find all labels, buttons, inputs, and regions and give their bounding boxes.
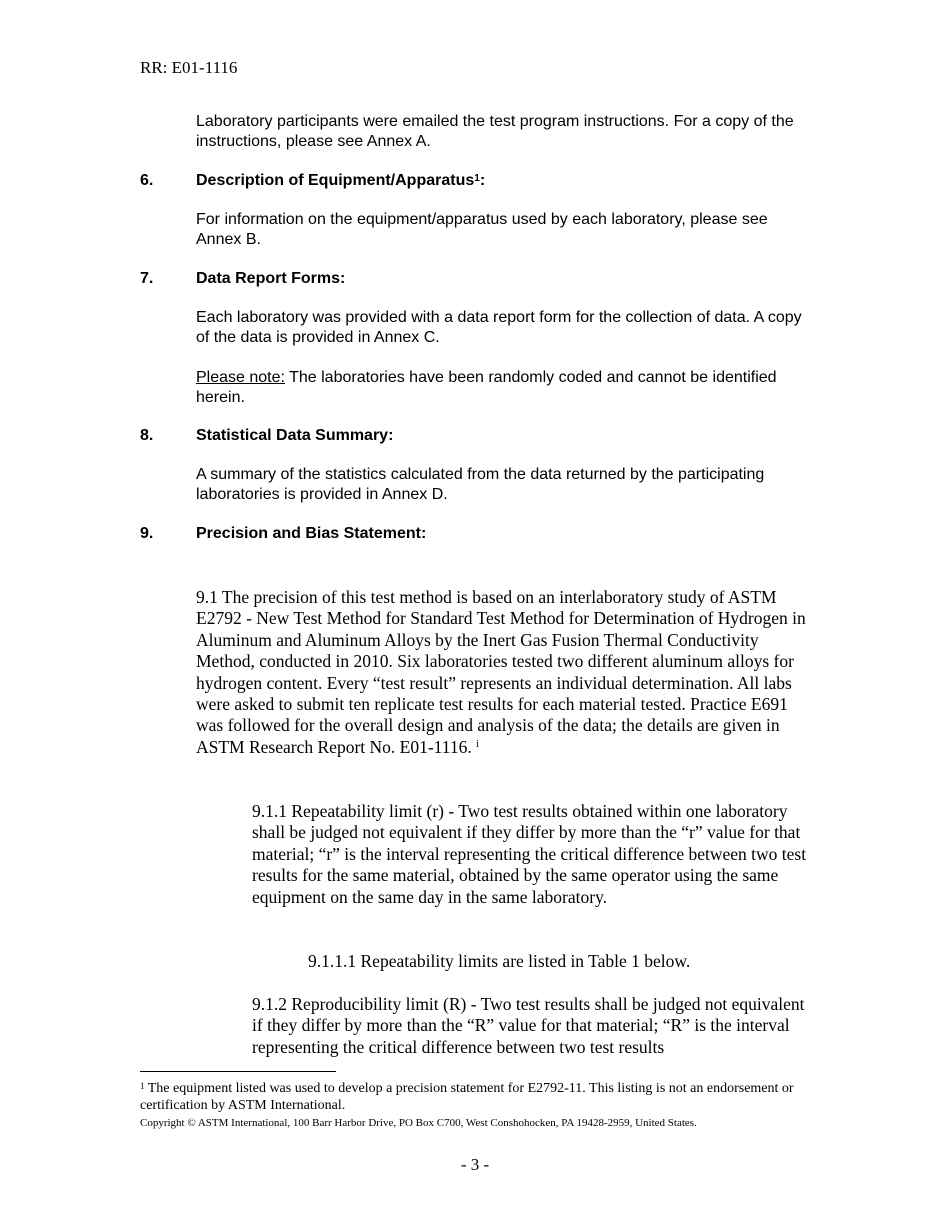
- section-7-body: Each laboratory was provided with a data report form for the collection of data. A copy of the data is provided in Annex C.: [196, 309, 802, 346]
- section-6-body: For information on the equipment/apparatus used by each laboratory, please see Annex B.: [196, 211, 768, 248]
- endnote-reference: i: [476, 738, 479, 750]
- section-number: 9.: [140, 525, 154, 542]
- page-number: - 3 -: [460, 1155, 490, 1174]
- footnote: [140, 1080, 800, 1114]
- section-number: 6.: [140, 172, 154, 189]
- section-title: Statistical Data Summary:: [196, 427, 394, 444]
- footnote-reference: 1: [474, 173, 480, 184]
- section-number: 7.: [140, 270, 154, 287]
- footnote-text: The equipment listed was used to develop a precision statement for E2792-11. This listing is not an endorsement or certification by ASTM International.: [140, 1081, 794, 1113]
- section-8-body: A summary of the statistics calculated from the data returned by the participating laboratories is provided in Annex D.: [196, 466, 765, 503]
- note-label: Please note:: [196, 369, 285, 386]
- section-title: Description of Equipment/Apparatus$^1$:: [196, 172, 486, 189]
- intro-paragraph: Laboratory participants were emailed the test program instructions. For a copy of the instructions, please see Annex A.: [196, 113, 794, 150]
- paragraph-9-1-1-1: 9.1.1.1 Repeatability limits are listed in Table 1 below.: [308, 951, 691, 971]
- note-text: The laboratories have been randomly coded and cannot be identified herein.: [196, 369, 777, 406]
- paragraph-9-1: 9.1 The precision of this test method is based on an interlaboratory study of ASTM E2792 - New Test Method for Standard Test Method for Determination of Hydrogen in Aluminum and Aluminum Alloys by the Inert Gas Fusion Thermal Conductivity Method, conducted in 2010. Six laboratories tested two different aluminum alloys for hydrogen content. Every “test result” represents an individual determination. All labs were asked to submit ten replicate test results for each material tested. Practice E691 was followed for the overall design and analysis of the data; the details are given in ASTM Research Report No. E01-1116. $^i$: [196, 587, 806, 757]
- section-number: 8.: [140, 427, 154, 444]
- section-title: Precision and Bias Statement:: [196, 525, 427, 542]
- footnote-marker: 1: [140, 1081, 145, 1091]
- section-title: Data Report Forms:: [196, 270, 346, 287]
- section-7-note: [196, 368, 816, 407]
- running-header: RR: E01-1116: [140, 58, 238, 77]
- copyright-notice: Copyright © ASTM International, 100 Barr Harbor Drive, PO Box C700, West Conshohocken, PA 19428-2959, United States.: [140, 1117, 697, 1129]
- paragraph-9-1-1: 9.1.1 Repeatability limit (r) - Two test results obtained within one laboratory shall be judged not equivalent if they differ by more than the “r” value for that material; “r” is the interval representing the critical difference between two test results for the same material, obtained by the same operator using the same equipment on the same day in the same laboratory.: [252, 801, 807, 907]
- footnote-separator: [140, 1071, 336, 1072]
- paragraph-9-1-2: 9.1.2 Reproducibility limit (R) - Two test results shall be judged not equivalent if they differ by more than the “R” value for that material; “R” is the interval representing the critical difference between two test results: [252, 994, 805, 1057]
